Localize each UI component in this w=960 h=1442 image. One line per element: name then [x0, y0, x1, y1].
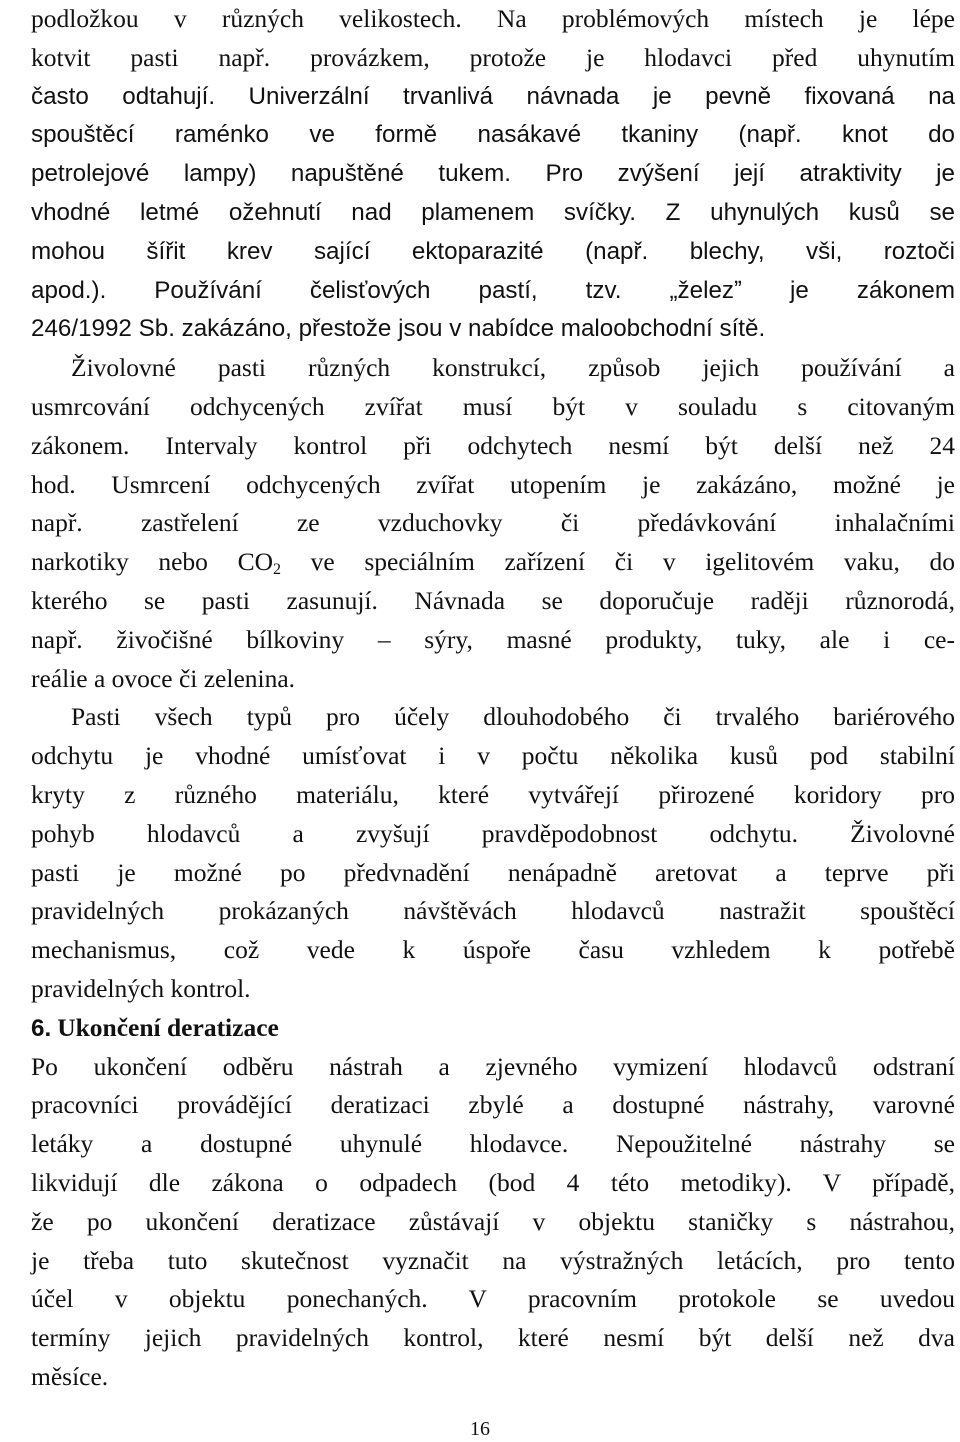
text-line: pravidelných kontrol.: [31, 973, 251, 1003]
text-line: pasti je možné po předvnadění nenápadně aretovat a teprve při: [31, 857, 955, 887]
text-line: reálie a ovoce či zelenina.: [31, 663, 296, 693]
co2-text-before: narkotiky nebo CO: [31, 547, 273, 577]
text-line: např. živočišné bílkoviny – sýry, masné produkty, tuky, ale i ce-: [31, 624, 955, 654]
text-line: Pasti všech typů pro účely dlouhodobého či trvalého bariérového: [71, 702, 955, 732]
text-line: odchytu je vhodné umísťovat i v počtu několika kusů pod stabilní: [31, 741, 955, 771]
text-line: zákonem. Intervaly kontrol při odchytech nesmí být delší než 24: [31, 430, 955, 460]
section-number: 6.: [31, 1014, 52, 1042]
text-line: kterého se pasti zasunují. Návnada se doporučuje raději různorodá,: [31, 585, 955, 615]
co2-text-after: ve speciálním zařízení či v igelitovém vaku, do: [281, 547, 955, 577]
co2-subscript: 2: [273, 561, 281, 579]
paragraph-end-of-deratization: [31, 1048, 955, 1397]
text-line: Po ukončení odběru nástrah a zjevného vymizení hlodavců odstraní: [31, 1051, 955, 1081]
paragraph-live-traps: [31, 349, 955, 698]
text-line: měsíce.: [31, 1361, 109, 1391]
text-line: podložkou v různých velikostech. Na problémových místech je lépe: [31, 4, 955, 33]
paragraph-traps-continued: [31, 0, 955, 349]
text-line: letáky a dostupné uhynulé hlodavce. Nepoužitelné nástrahy se: [31, 1129, 955, 1159]
text-line: často odtahují. Univerzální trvanlivá návnada je pevně fixovaná na: [31, 82, 955, 110]
text-line: spouštěcí raménko ve formě nasákavé tkaniny (např. knot do: [31, 121, 955, 149]
text-line: Živolovné pasti různých konstrukcí, způsob jejich používání a: [71, 353, 955, 383]
text-line: apod.). Používání čelisťových pastí, tzv. „železˮ je zákonem: [31, 276, 955, 304]
document-page: [31, 0, 955, 1397]
text-line: petrolejové lampy) napuštěné tukem. Pro zvýšení její atraktivity je: [31, 160, 955, 188]
text-line: likvidují dle zákona o odpadech (bod 4 této metodiky). V případě,: [31, 1167, 955, 1197]
page-number: 16: [470, 1418, 490, 1440]
paragraph-barrier-trapping: [31, 698, 955, 1008]
section-title: Ukončení deratizace: [57, 1012, 279, 1042]
text-line: pohyb hlodavců a zvyšují pravděpodobnost odchytu. Živolovné: [31, 818, 955, 848]
text-line: hod. Usmrcení odchycených zvířat utopením je zakázáno, možné je: [31, 469, 955, 499]
text-line: že po ukončení deratizace zůstávají v objektu staničky s nástrahou,: [31, 1206, 955, 1236]
text-line: např. zastřelení ze vzduchovky či předávkování inhalačními: [31, 508, 955, 538]
section-heading: [31, 1009, 955, 1048]
text-line: vhodné letmé ožehnutí nad plamenem svíčky. Z uhynulých kusů se: [31, 198, 955, 226]
text-line: usmrcování odchycených zvířat musí být v souladu s citovaným: [31, 391, 955, 421]
text-line: 246/1992 Sb. zakázáno, přestože jsou v nabídce maloobchodní sítě.: [31, 315, 766, 343]
text-line: mohou šířit krev sající ektoparazité (např. blechy, vši, roztoči: [31, 237, 955, 265]
text-line: termíny jejich pravidelných kontrol, které nesmí být delší než dva: [31, 1323, 955, 1353]
text-line: je třeba tuto skutečnost vyznačit na výstražných letácích, pro tento: [31, 1245, 955, 1275]
text-line: účel v objektu ponechaných. V pracovním protokole se uvedou: [31, 1284, 955, 1314]
text-line: pracovníci provádějící deratizaci zbylé a dostupné nástrahy, varovné: [31, 1090, 955, 1120]
text-line: mechanismus, což vede k úspoře času vzhledem k potřebě: [31, 935, 955, 965]
text-line: pravidelných prokázaných návštěvách hlodavců nastražit spouštěcí: [31, 896, 955, 926]
text-line-co2: [31, 543, 955, 582]
text-line: kotvit pasti např. provázkem, protože je hlodavci před uhynutím: [31, 42, 955, 72]
text-line: kryty z různého materiálu, které vytvářejí přirozené koridory pro: [31, 779, 955, 809]
